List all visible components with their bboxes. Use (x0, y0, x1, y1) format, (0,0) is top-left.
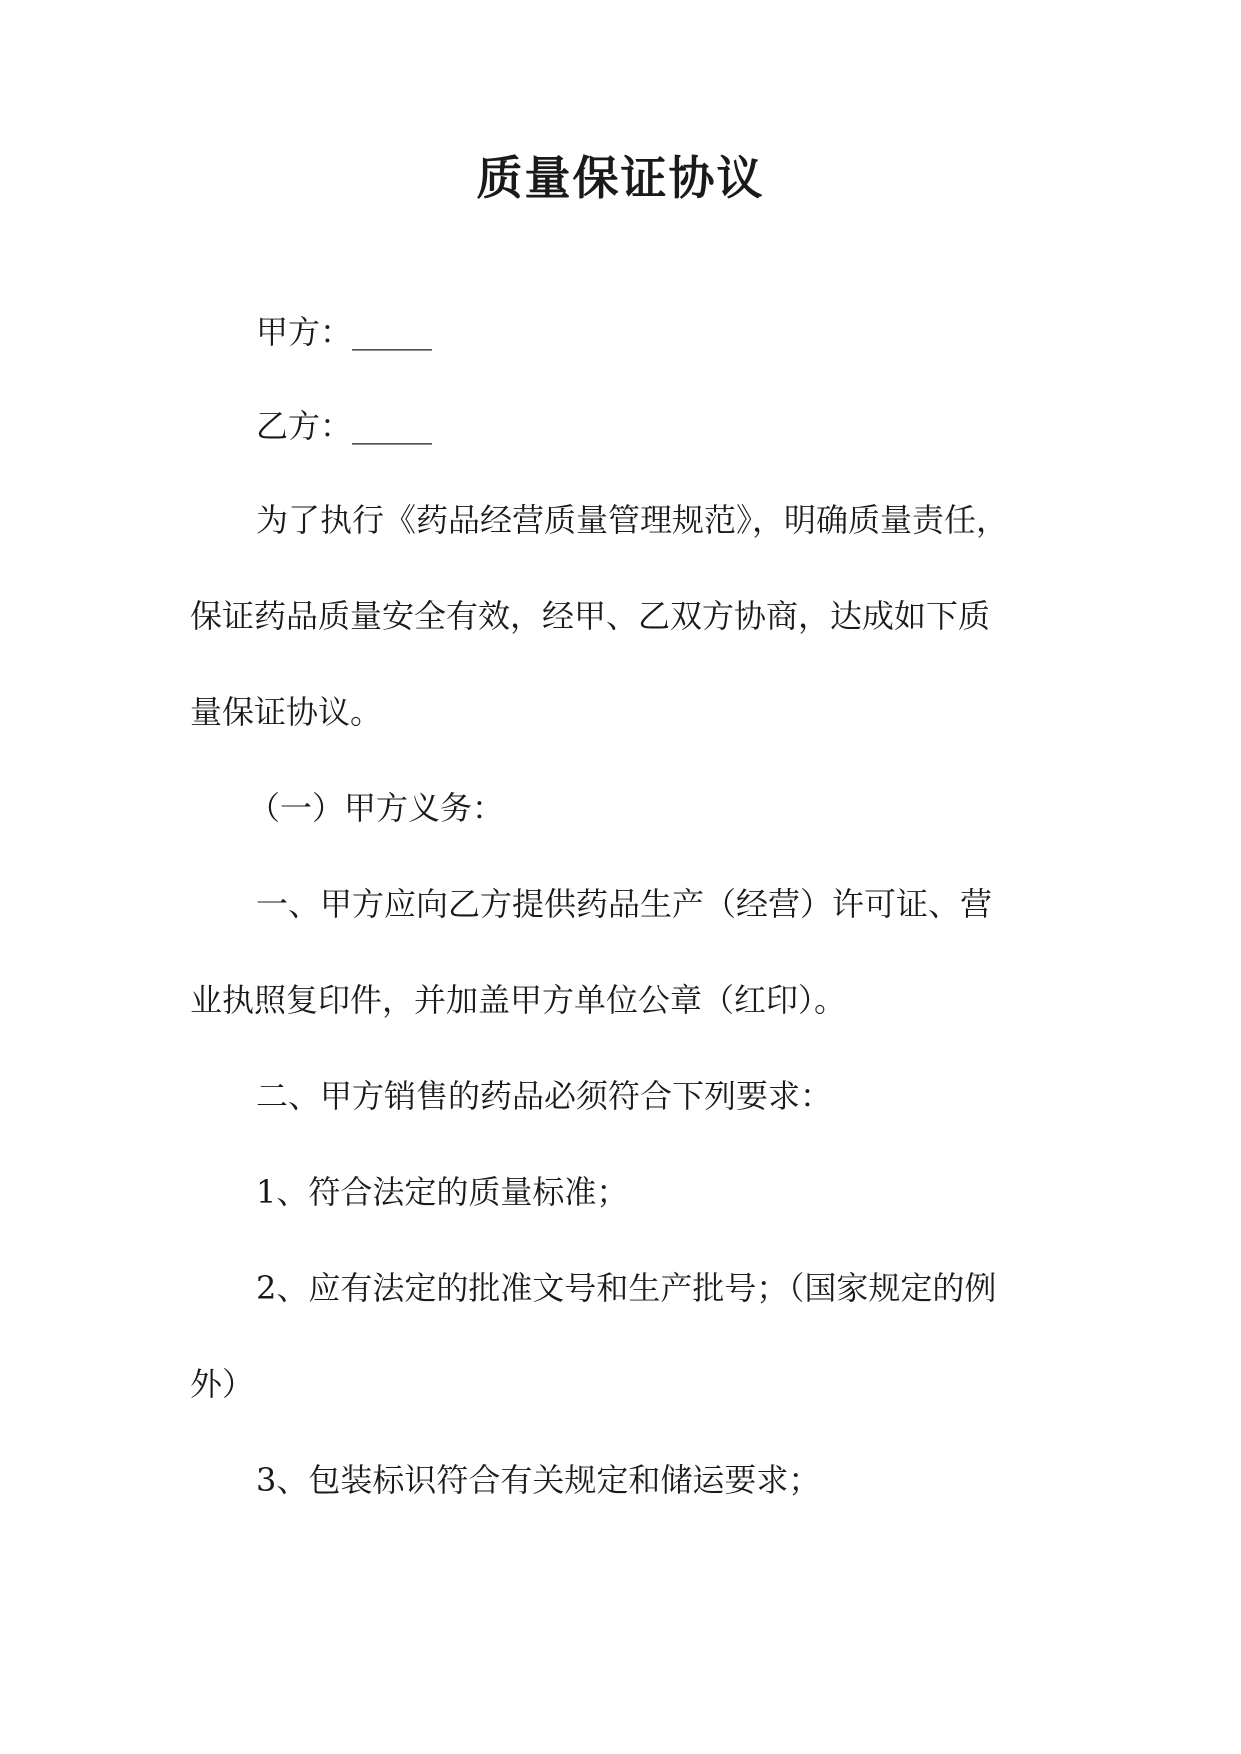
document-title: 质量保证协议 (476, 151, 765, 205)
intro-line-1: 为了执行《药品经营质量管理规范》，明确质量责任， (256, 501, 1009, 539)
party-b-line: 乙方：_____ (256, 407, 433, 445)
sub-item-2-line-2: 外） (190, 1365, 255, 1403)
sub-item-2-line-1: 2、应有法定的批准文号和生产批号；（国家规定的例 (256, 1269, 997, 1307)
sub-item-1: 1、符合法定的质量标准； (256, 1173, 629, 1211)
section-a-heading: （一）甲方义务： (248, 789, 505, 827)
sub-item-3: 3、包装标识符合有关规定和储运要求； (256, 1461, 821, 1499)
intro-line-2: 保证药品质量安全有效，经甲、乙双方协商，达成如下质 (190, 597, 991, 635)
party-a-line: 甲方：_____ (256, 313, 433, 351)
item-2-heading: 二、甲方销售的药品必须符合下列要求： (256, 1077, 833, 1115)
item-1-line-2: 业执照复印件，并加盖甲方单位公章（红印）。 (190, 981, 847, 1019)
item-1-line-1: 一、甲方应向乙方提供药品生产（经营）许可证、营 (256, 885, 993, 923)
intro-line-3: 量保证协议。 (190, 693, 383, 731)
